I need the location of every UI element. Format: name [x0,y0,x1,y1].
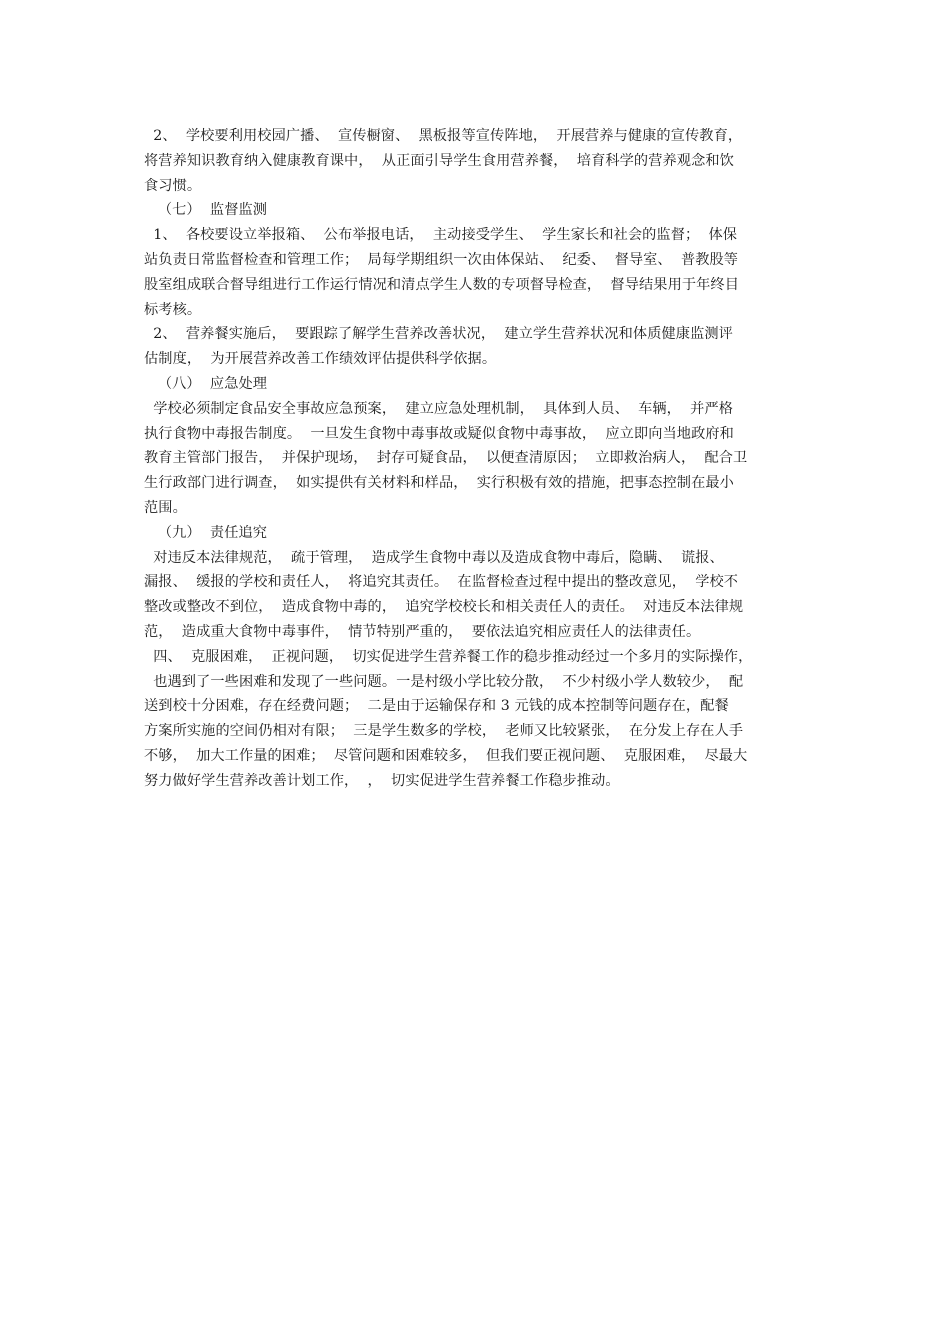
text-line: 估制度， 为开展营养改善工作绩效评估提供科学依据。 [144,351,497,368]
text-line: 也遇到了一些困难和发现了一些问题。一是村级小学比较分散， 不少村级小学人数较少， 配 [144,673,744,690]
text-line: 教育主管部门报告， 并保护现场， 封存可疑食品， 以便查清原因； 立即救治病人， 配合卫 [144,450,748,467]
text-line: 生行政部门进行调查， 如实提供有关材料和样品， 实行积极有效的措施，把事态控制在最小 [144,475,734,492]
text-line: 食习惯。 [144,177,202,194]
text-line: 送到校十分困难，存在经费问题； 二是由于运输保存和 3 元钱的成本控制等问题存在，配餐 [144,698,729,715]
text-line: 2、 营养餐实施后， 要跟踪了解学生营养改善状况， 建立学生营养状况和体质健康监测评 [144,326,733,343]
text-line: 不够， 加大工作量的困难； 尽管问题和困难较多， 但我们要正视问题、 克服困难， 尽最大 [144,747,748,764]
text-line: 范围。 [144,499,187,516]
text-line: 1、 各校要设立举报箱、 公布举报电话， 主动接受学生、 学生家长和社会的监督； 体保 [144,227,738,244]
text-line: 2、 学校要利用校园广播、 宣传橱窗、 黑板报等宣传阵地， 开展营养与健康的宣传教育， [144,128,743,144]
section-heading: （七） 监督监测 [144,202,268,219]
text-line: 站负责日常监督检查和管理工作； 局每学期组织一次由体保站、 纪委、 督导室、 普教股等 [144,251,739,268]
text-line: 对违反本法律规范， 疏于管理， 造成学生食物中毒以及造成食物中毒后，隐瞒、 谎报、 [144,549,724,566]
text-line: 标考核。 [144,301,202,318]
section-heading: （九） 责任追究 [144,524,268,541]
text-line: 学校必须制定食品安全事故应急预案， 建立应急处理机制， 具体到人员、 车辆， 并严格 [144,400,734,417]
text-line: 范， 造成重大食物中毒事件， 情节特别严重的， 要依法追究相应责任人的法律责任。 [144,623,701,640]
text-line: 执行食物中毒报告制度。 一旦发生食物中毒事故或疑似食物中毒事故， 应立即向当地政府和 [144,425,734,442]
document-page [144,124,812,794]
text-line: 股室组成联合督导组进行工作运行情况和清点学生人数的专项督导检查， 督导结果用于年终目 [144,276,740,293]
section-heading: （八） 应急处理 [144,375,268,392]
text-line: 将营养知识教育纳入健康教育课中， 从正面引导学生食用营养餐， 培育科学的营养观念和饮 [144,152,734,169]
text-line: 漏报、 缓报的学校和责任人， 将追究其责任。 在监督检查过程中提出的整改意见， 学校不 [144,574,739,591]
text-line: 方案所实施的空间仍相对有限； 三是学生数多的学校， 老师又比较紧张， 在分发上存在人手 [144,723,744,740]
text-line: 整改或整改不到位， 造成食物中毒的， 追究学校校长和相关责任人的责任。 对违反本法律规 [144,599,744,616]
text-line: 四、 克服困难， 正视问题， 切实促进学生营养餐工作的稳步推动经过一个多月的实际操作， [144,648,753,665]
text-line: 努力做好学生营养改善计划工作， ， 切实促进学生营养餐工作稳步推动。 [144,772,620,789]
